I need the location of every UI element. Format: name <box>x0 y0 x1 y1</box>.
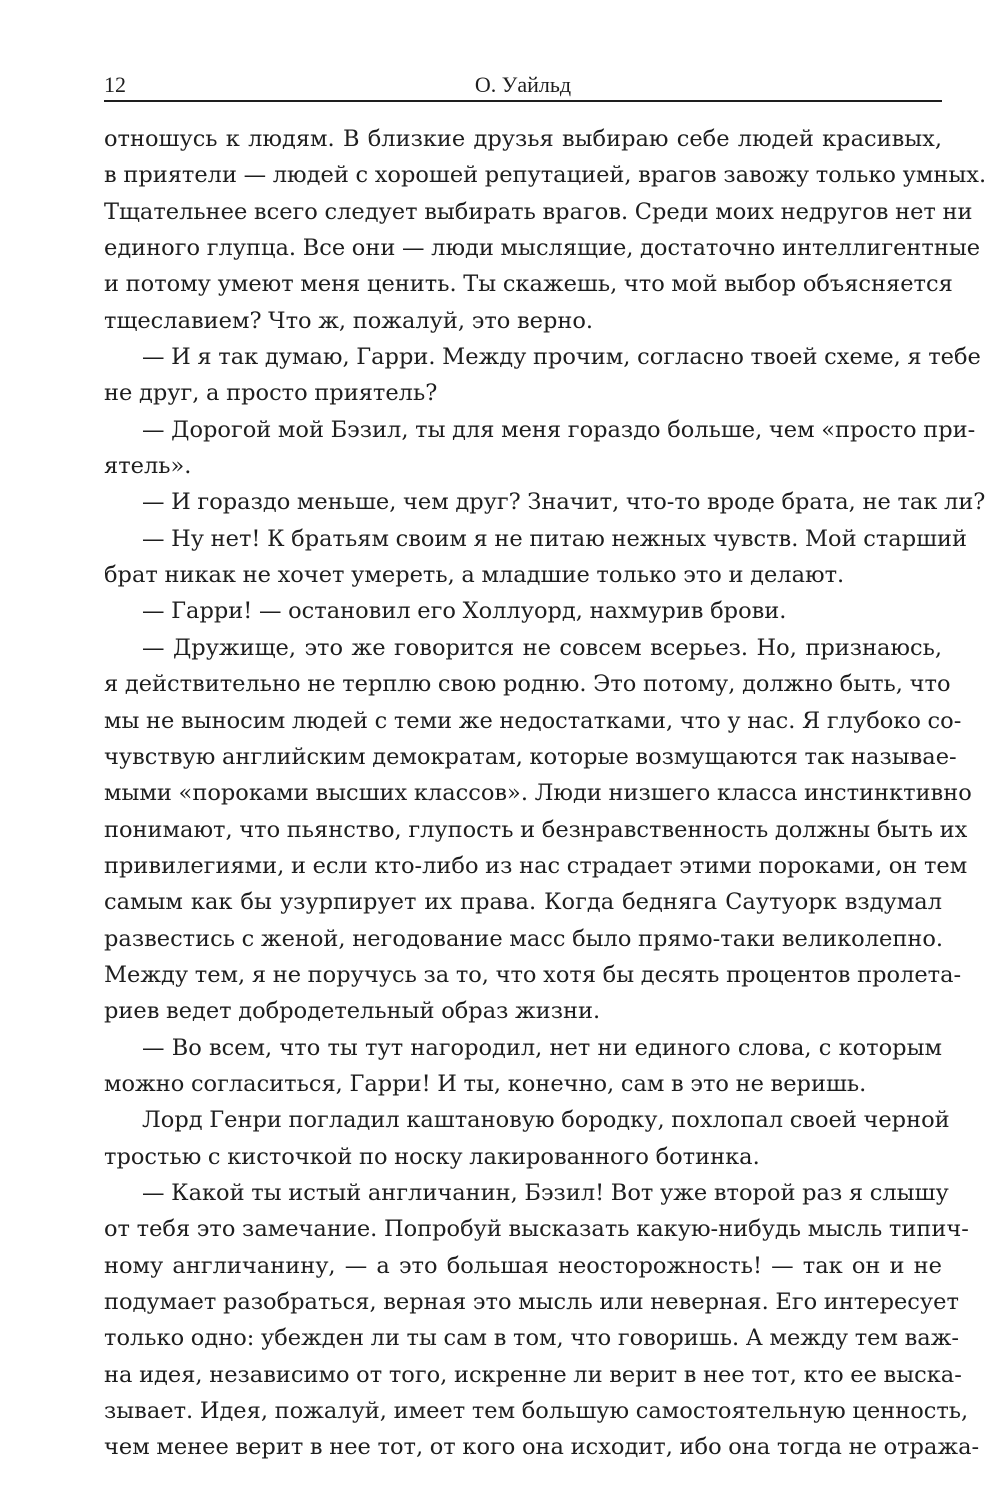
text-line: — Гарри! — остановил его Холлуорд, нахмурив брови. <box>142 598 787 625</box>
text-line: ятель». <box>104 453 192 480</box>
text-line: — Какой ты истый англичанин, Бэзил! Вот уже второй раз я слышу <box>142 1179 949 1206</box>
text-line: — Во всем, что ты тут нагородил, нет ни единого слова, с которым <box>142 1034 942 1061</box>
text-line: только одно: убежден ли ты сам в том, что говоришь. А между тем важ- <box>104 1325 960 1352</box>
text-line: можно согласиться, Гарри! И ты, конечно, сам в это не веришь. <box>104 1070 867 1097</box>
text-line: отношусь к людям. В близкие друзья выбираю себе людей красивых, <box>104 126 942 152</box>
text-line: привилегиями, и если кто-либо из нас страдает этими пороками, он тем <box>104 852 968 879</box>
text-line: не друг, а просто приятель? <box>104 380 438 407</box>
text-line: — Дорогой мой Бэзил, ты для меня гораздо больше, чем «просто при- <box>142 416 976 443</box>
text-line: от тебя это замечание. Попробуй высказать какую-нибудь мысль типич- <box>104 1216 969 1243</box>
text-line: — И гораздо меньше, чем друг? Значит, что-то вроде брата, не так ли? <box>142 489 986 516</box>
text-line: Тщательнее всего следует выбирать врагов. Среди моих недругов нет ни <box>104 198 973 225</box>
text-line: Между тем, я не поручусь за то, что хотя бы десять процентов пролета- <box>104 961 962 988</box>
text-line: чем менее верит в нее тот, от кого она исходит, ибо она тогда не отража- <box>104 1434 980 1461</box>
text-line: тростью с кисточкой по носку лакированного ботинка. <box>104 1143 760 1170</box>
text-line: — Дружище, это же говорится не совсем всерьез. Но, признаюсь, <box>142 634 942 661</box>
text-line: мыми «пороками высших классов». Люди низшего класса инстинктивно <box>104 780 972 807</box>
text-body <box>104 121 987 1466</box>
page-number: 12 <box>104 72 126 97</box>
text-line: единого глупца. Все они — люди мыслящие, достаточно интеллигентные <box>104 235 981 262</box>
text-line: мы не выносим людей с теми же недостатками, что у нас. Я глубоко со- <box>104 707 962 734</box>
text-line: подумает разобраться, верная это мысль или неверная. Его интересует <box>104 1289 959 1315</box>
text-line: в приятели — людей с хорошей репутацией, врагов завожу только умных. <box>104 162 987 189</box>
text-line: — Ну нет! К братьям своим я не питаю нежных чувств. Мой старший <box>142 525 968 552</box>
text-line: тщеславием? Что ж, пожалуй, это верно. <box>104 307 594 334</box>
text-line: Лорд Генри погладил каштановую бородку, похлопал своей черной <box>142 1107 950 1134</box>
text-line: зывает. Идея, пожалуй, имеет тем большую самостоятельную ценность, <box>104 1398 969 1425</box>
text-line: ному англичанину, — а это большая неосторожность! — так он и не <box>104 1252 942 1279</box>
text-line: понимают, что пьянство, глупость и безнравственность должны быть их <box>104 816 968 843</box>
text-line: брат никак не хочет умереть, а младшие только это и делают. <box>104 562 845 589</box>
text-line: я действительно не терплю свою родню. Это потому, должно быть, что <box>104 671 951 698</box>
running-title: О. Уайльд <box>474 72 572 97</box>
text-line: риев ведет добродетельный образ жизни. <box>104 998 601 1025</box>
text-line: на идея, независимо от того, искренне ли верит в нее тот, кто ее выска- <box>104 1361 962 1388</box>
running-head <box>104 70 942 102</box>
text-line: и потому умеют меня ценить. Ты скажешь, что мой выбор объясняется <box>104 271 953 298</box>
text-line: чувствую английским демократам, которые возмущаются так называе- <box>104 743 957 770</box>
text-line: развестись с женой, негодование масс было прямо-таки великолепно. <box>104 925 944 952</box>
text-line: — И я так думаю, Гарри. Между прочим, согласно твоей схеме, я тебе <box>142 344 981 371</box>
text-line: самым как бы узурпирует их права. Когда бедняга Саутуорк вздумал <box>104 889 942 916</box>
